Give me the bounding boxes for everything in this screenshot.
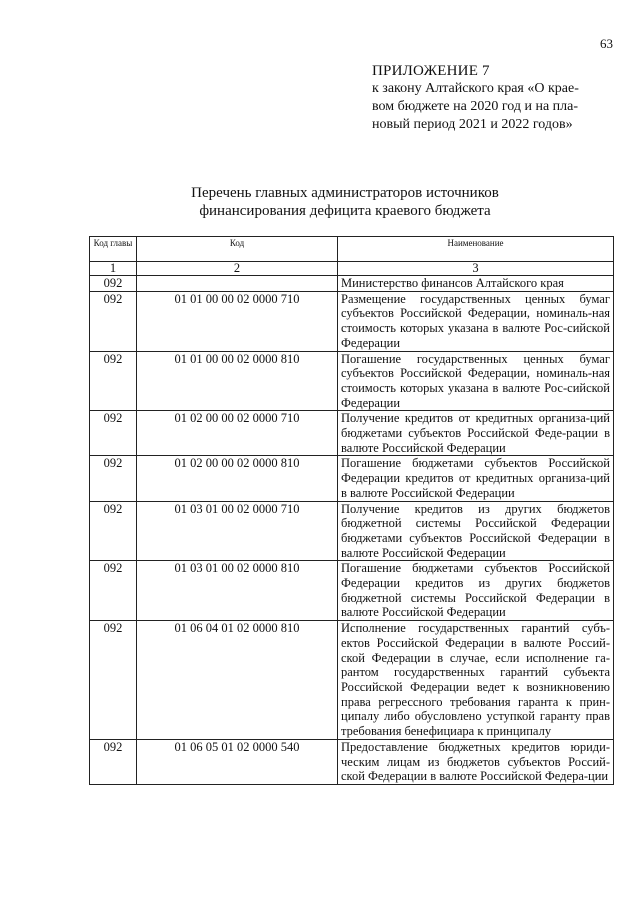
code-cell: 01 01 00 00 02 0000 810 [137,351,338,411]
appendix-line: вом бюджете на 2020 год и на пла- [372,99,579,114]
name-cell: Исполнение государственных гарантий субъ-ектов Российской Федерации в валюте Россий-ской Федерации в случае, если исполнение га-рантом государственных гарантий субъекта Российской Федерации ведет к возникновению права регрессного требования гаранта к прин-ципалу либо обусловлено уступкой гаранту прав требования бенефициара к принципалу [338,621,614,740]
table-row [90,501,614,561]
chapter-code-cell: 092 [90,739,137,784]
code-cell: 01 06 04 01 02 0000 810 [137,621,338,740]
name-cell: Погашение государственных ценных бумаг субъектов Российской Федерации, номиналь-ная стоимость которых указана в валюте Рос-сийской Федерации [338,351,614,411]
chapter-code-cell: 092 [90,411,137,456]
code-cell: 01 06 05 01 02 0000 540 [137,739,338,784]
name-cell: Погашение бюджетами субъектов Российской Федерации кредитов от кредитных организа-ций в валюте Российской Федерации [338,456,614,501]
column-number: 3 [338,262,614,276]
appendix-block [372,62,612,134]
table-row [90,456,614,501]
table-row [90,621,614,740]
appendix-line: к закону Алтайского края «О крае- [372,81,579,96]
page-number: 63 [600,36,613,51]
column-number: 2 [137,262,338,276]
name-cell: Получение кредитов из других бюджетов бюджетной системы Российской Федерации бюджетами субъектов Российской Федерации в валюте Российской Федерации [338,501,614,561]
column-number: 1 [90,262,137,276]
chapter-code-cell: 092 [90,291,137,351]
chapter-code-cell: 092 [90,276,137,292]
name-cell: Получение кредитов от кредитных организа-ций бюджетами субъектов Российской Феде-рации в валюте Российской Федерации [338,411,614,456]
table-row [90,561,614,621]
table-row [90,411,614,456]
document-title [150,184,540,220]
chapter-code-cell: 092 [90,456,137,501]
document-title-line: финансирования дефицита краевого бюджета [199,203,491,219]
name-cell: Размещение государственных ценных бумаг субъектов Российской Федерации, номиналь-ная стоимость которых указана в валюте Рос-сийской Федерации [338,291,614,351]
table-row [90,739,614,784]
code-cell: 01 03 01 00 02 0000 710 [137,501,338,561]
code-cell [137,276,338,292]
name-cell: Министерство финансов Алтайского края [338,276,614,292]
chapter-code-cell: 092 [90,561,137,621]
code-cell: 01 01 00 00 02 0000 710 [137,291,338,351]
appendix-heading: ПРИЛОЖЕНИЕ 7 [372,63,490,79]
name-cell: Погашение бюджетами субъектов Российской Федерации кредитов из других бюджетов бюджетной системы Российской Федерации в валюте Российской Федерации [338,561,614,621]
code-cell: 01 02 00 00 02 0000 710 [137,411,338,456]
chapter-code-cell: 092 [90,351,137,411]
code-cell: 01 02 00 00 02 0000 810 [137,456,338,501]
header-name: Наименование [338,237,614,262]
name-cell: Предоставление бюджетных кредитов юриди-ческим лицам из бюджетов субъектов Россий-ской Федерации в валюте Российской Федера-ции [338,739,614,784]
document-title-line: Перечень главных администраторов источников [191,185,499,201]
code-cell: 01 03 01 00 02 0000 810 [137,561,338,621]
table-header-row [90,237,614,262]
appendix-line: новый период 2021 и 2022 годов» [372,117,573,132]
chapter-code-cell: 092 [90,621,137,740]
chapter-code-cell: 092 [90,501,137,561]
header-chapter-code: Код главы [90,237,137,262]
table-row [90,276,614,292]
header-code: Код [137,237,338,262]
table-row [90,351,614,411]
administrators-table [89,236,614,785]
table-row [90,291,614,351]
column-number-row [90,262,614,276]
